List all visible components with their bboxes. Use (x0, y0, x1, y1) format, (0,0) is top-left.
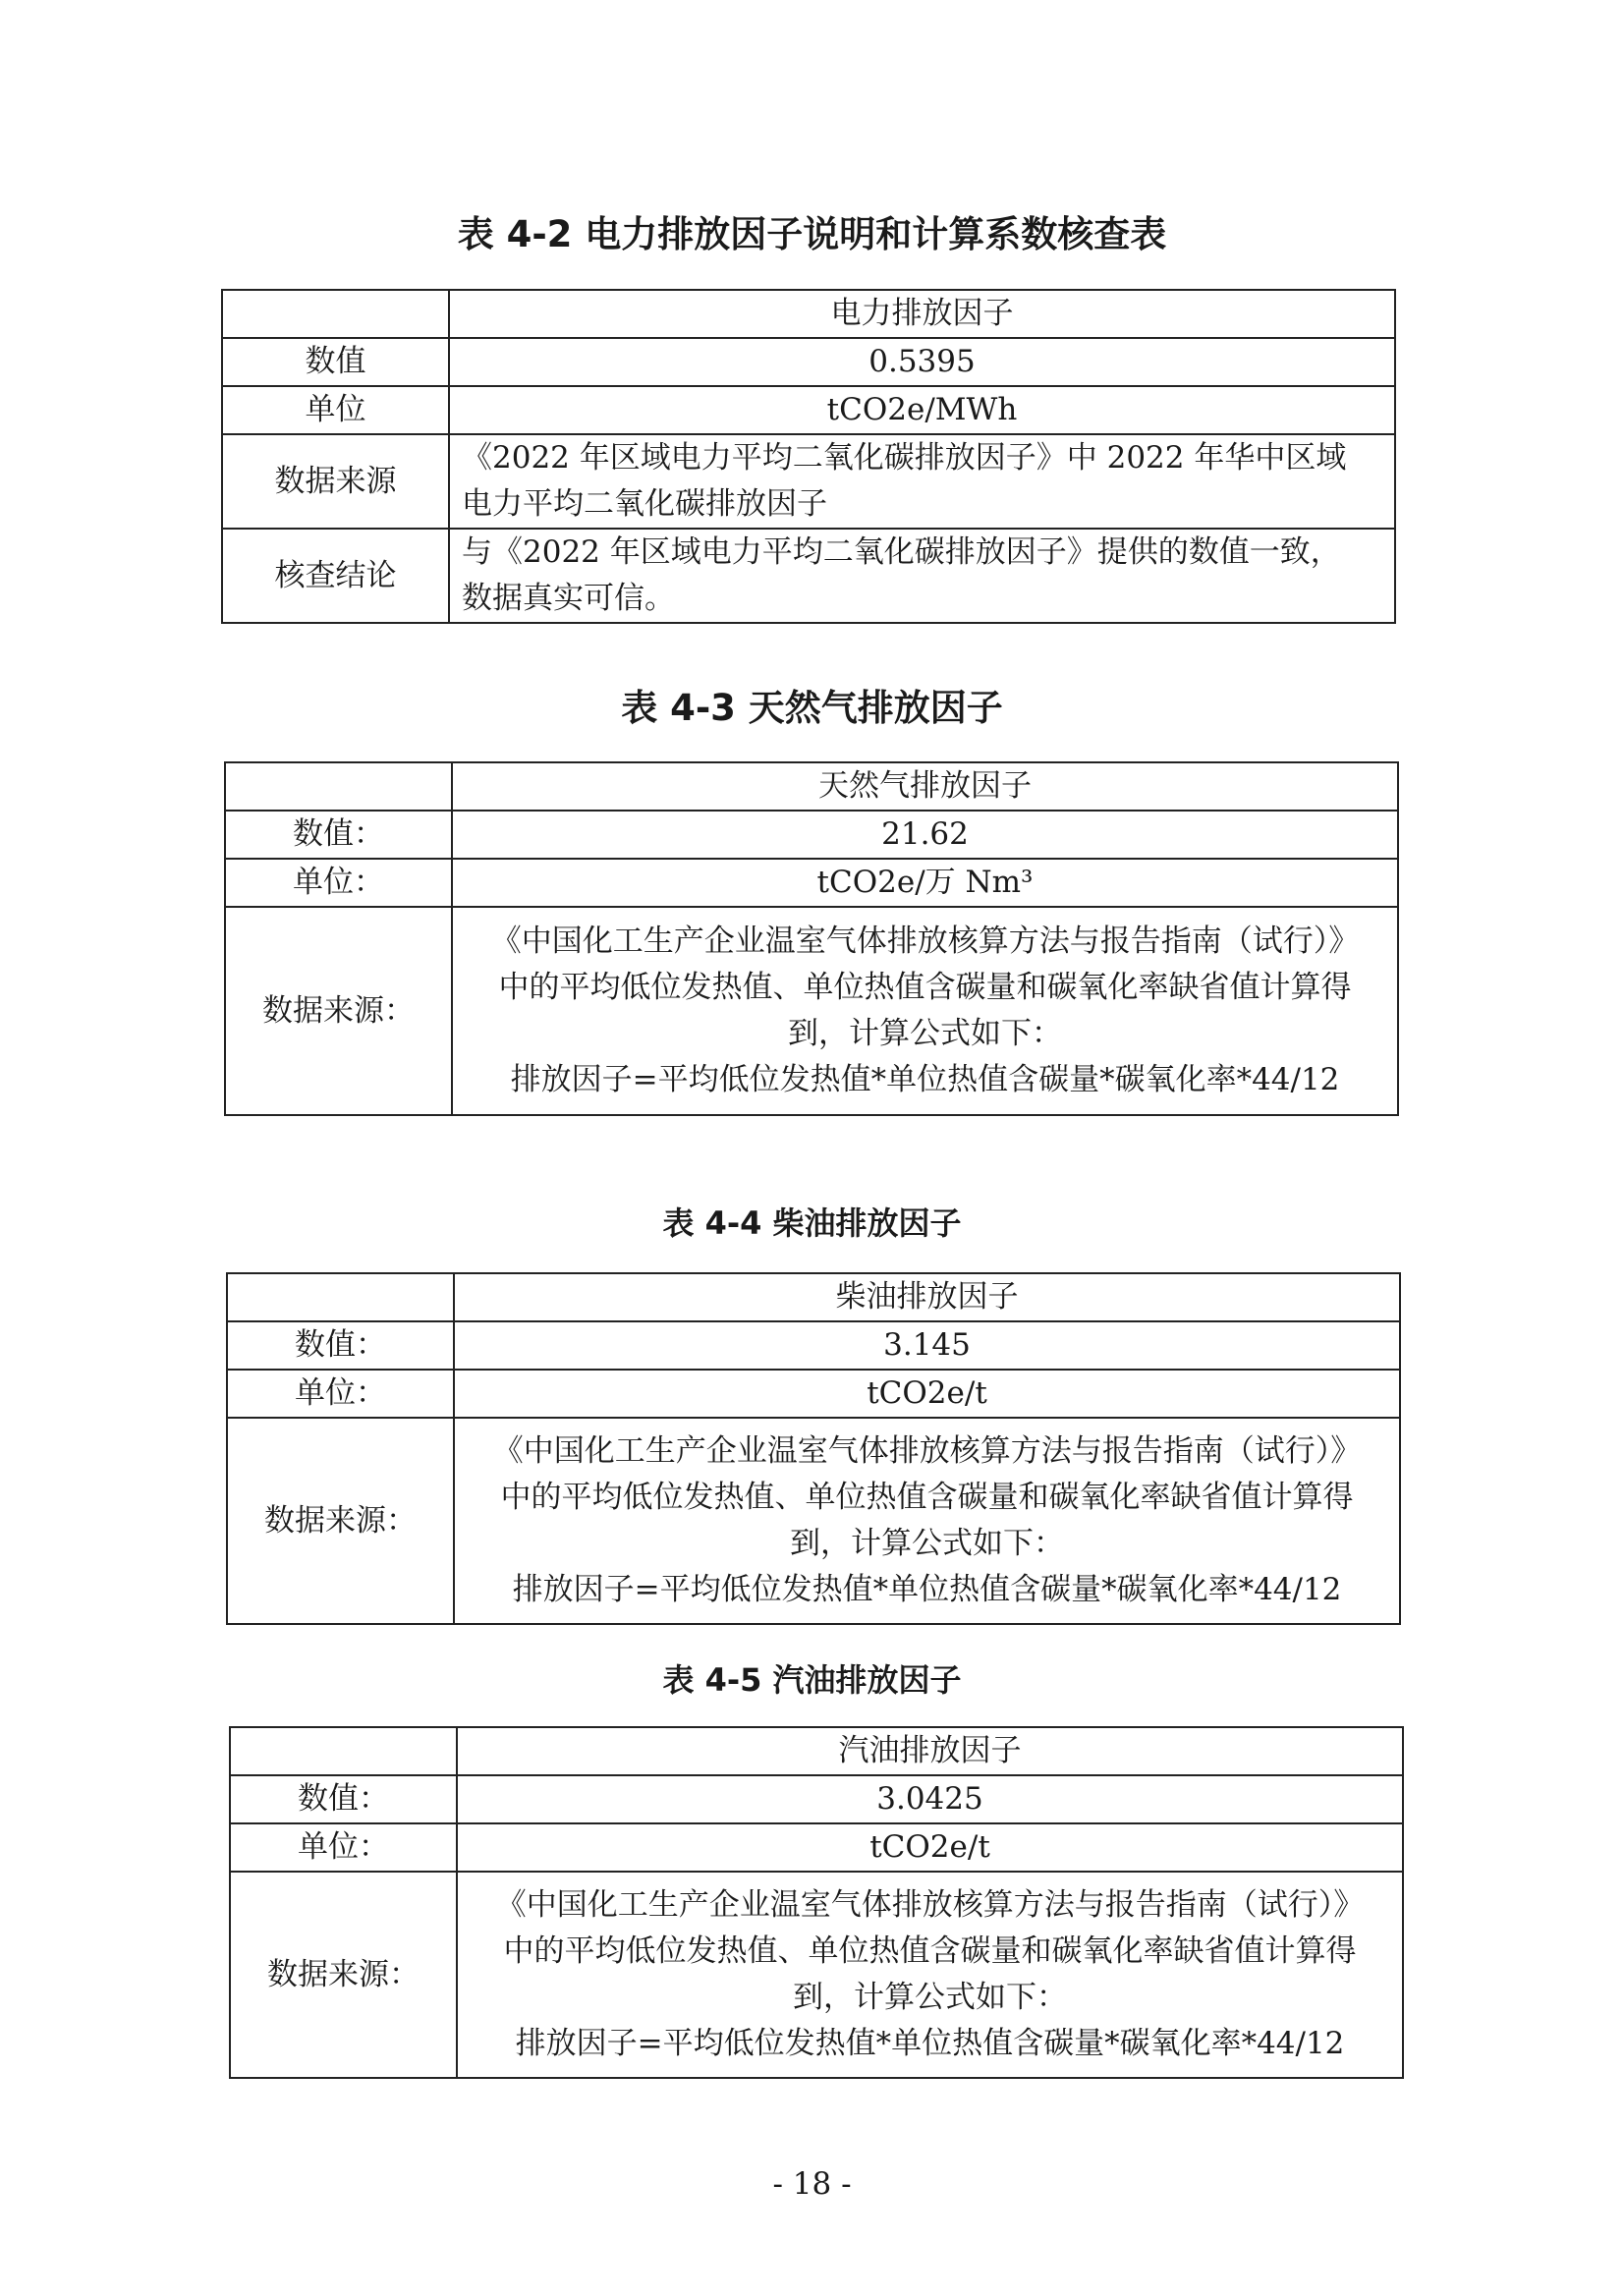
table-4-5-caption: 表 4-5 汽油排放因子 (662, 1661, 962, 1699)
table-4-3 (224, 761, 1399, 1116)
table-header-blank (222, 290, 449, 338)
table-header: 汽油排放因子 (457, 1727, 1403, 1775)
page-number: - 18 - (772, 2166, 852, 2202)
row-label: 数值： (230, 1775, 457, 1823)
text-line: 中的平均低位发热值、单位热值含碳量和碳氧化率缺省值计算得 (498, 970, 1352, 1005)
text-line: 《2022 年区域电力平均二氧化碳排放因子》中 2022 年华中区域 (462, 440, 1347, 476)
row-label: 核查结论 (222, 529, 449, 623)
row-value: 21.62 (452, 811, 1398, 859)
row-value: tCO2e/t (454, 1370, 1400, 1418)
row-value: 3.145 (454, 1321, 1400, 1370)
text-line: 数据真实可信。 (462, 581, 675, 616)
row-text (454, 1418, 1400, 1624)
table-header: 天然气排放因子 (452, 762, 1398, 811)
row-label: 数据来源 (222, 434, 449, 529)
text-line: 到，计算公式如下： (788, 1016, 1062, 1051)
row-value: tCO2e/t (457, 1823, 1403, 1872)
text-line: 排放因子=平均低位发热值*单位热值含碳量*碳氧化率*44/12 (512, 1572, 1342, 1607)
row-text (452, 907, 1398, 1115)
table-4-5 (229, 1726, 1404, 2079)
row-text (449, 529, 1395, 623)
table-4-2 (221, 289, 1396, 624)
text-line: 中的平均低位发热值、单位热值含碳量和碳氧化率缺省值计算得 (503, 1933, 1357, 1969)
text-line: 中的平均低位发热值、单位热值含碳量和碳氧化率缺省值计算得 (500, 1480, 1354, 1515)
table-header: 柴油排放因子 (454, 1273, 1400, 1321)
text-line: 《中国化工生产企业温室气体排放核算方法与报告指南（试行）》 (492, 1433, 1362, 1469)
table-4-4-caption: 表 4-4 柴油排放因子 (662, 1204, 962, 1242)
row-label: 单位： (225, 859, 452, 907)
text-line: 排放因子=平均低位发热值*单位热值含碳量*碳氧化率*44/12 (515, 2026, 1345, 2061)
row-label: 数据来源： (225, 907, 452, 1115)
text-line: 到，计算公式如下： (793, 1980, 1067, 2015)
row-label: 数值 (222, 338, 449, 386)
row-value: tCO2e/MWh (449, 386, 1395, 434)
text-line: 《中国化工生产企业温室气体排放核算方法与报告指南（试行）》 (490, 924, 1360, 959)
text-line: 《中国化工生产企业温室气体排放核算方法与报告指南（试行）》 (495, 1887, 1365, 1923)
table-4-3-caption: 表 4-3 天然气排放因子 (621, 687, 1003, 729)
table-4-2-caption: 表 4-2 电力排放因子说明和计算系数核查表 (457, 213, 1167, 255)
row-text (457, 1872, 1403, 2078)
row-text (449, 434, 1395, 529)
text-line: 到，计算公式如下： (790, 1526, 1064, 1561)
text-line: 与《2022 年区域电力平均二氧化碳排放因子》提供的数值一致， (462, 534, 1341, 570)
row-label: 数值： (225, 811, 452, 859)
text-line: 排放因子=平均低位发热值*单位热值含碳量*碳氧化率*44/12 (510, 1062, 1340, 1097)
row-value: 3.0425 (457, 1775, 1403, 1823)
table-4-4 (226, 1272, 1401, 1625)
row-label: 数值： (227, 1321, 454, 1370)
row-label: 单位： (230, 1823, 457, 1872)
row-value: tCO2e/万 Nm³ (452, 859, 1398, 907)
row-label: 数据来源： (227, 1418, 454, 1624)
table-header-blank (230, 1727, 457, 1775)
row-label: 数据来源： (230, 1872, 457, 2078)
table-header: 电力排放因子 (449, 290, 1395, 338)
text-line: 电力平均二氧化碳排放因子 (462, 486, 827, 522)
row-label: 单位 (222, 386, 449, 434)
table-header-blank (227, 1273, 454, 1321)
row-value: 0.5395 (449, 338, 1395, 386)
table-header-blank (225, 762, 452, 811)
row-label: 单位： (227, 1370, 454, 1418)
